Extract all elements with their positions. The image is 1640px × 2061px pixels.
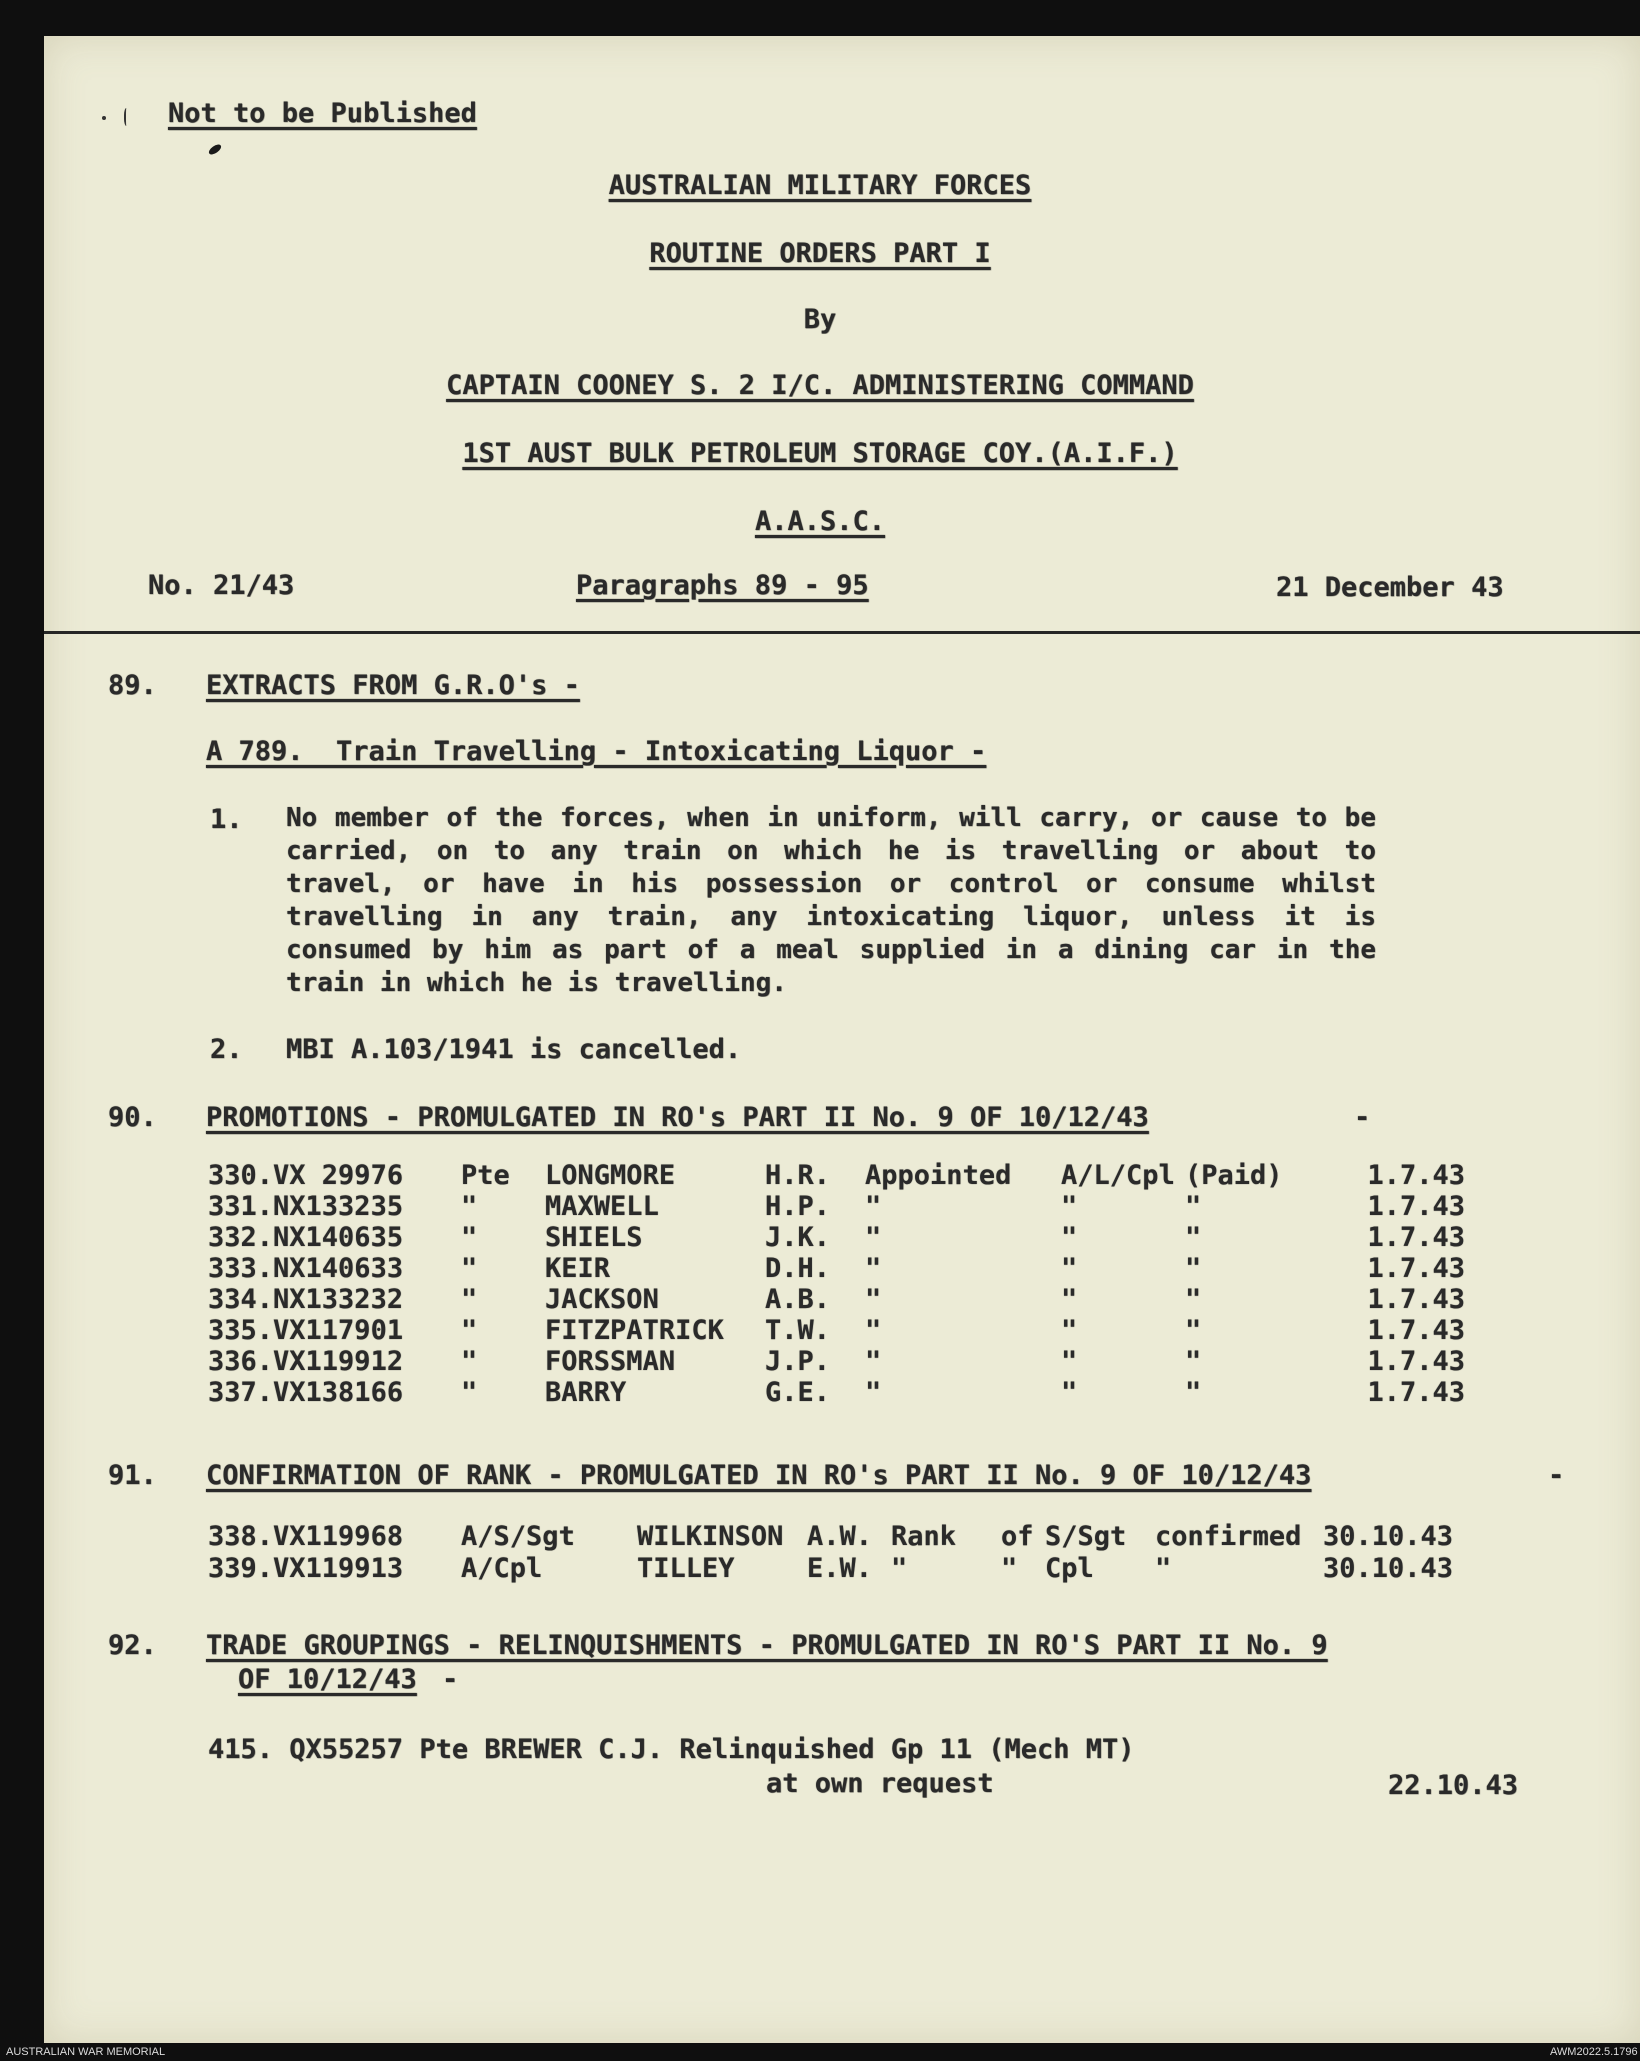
promotion-row-cell: (Paid) bbox=[1185, 1160, 1283, 1191]
promotion-row bbox=[208, 1191, 1465, 1222]
promotion-row-cell: 330. bbox=[208, 1160, 274, 1191]
promotion-row-cell: J.P. bbox=[765, 1346, 831, 1377]
confirmation-row-cell: 30.10.43 bbox=[1322, 1553, 1454, 1584]
promotion-row-cell: FORSSMAN bbox=[545, 1346, 676, 1377]
promotion-row-cell: " bbox=[1061, 1315, 1078, 1346]
confirmation-row-cell: " bbox=[1001, 1553, 1018, 1584]
promotion-row-cell: VX 29976 bbox=[273, 1160, 404, 1191]
title-by: By bbox=[803, 304, 837, 335]
promotion-row-cell: A/L/Cpl bbox=[1061, 1160, 1175, 1191]
confirmation-row-cell: VX119968 bbox=[273, 1521, 404, 1552]
promotion-row-cell: 1.7.43 bbox=[1367, 1346, 1466, 1377]
title-corps: A.A.S.C. bbox=[754, 506, 886, 537]
promotion-row-cell: 1.7.43 bbox=[1367, 1222, 1466, 1253]
para-91-heading: CONFIRMATION OF RANK - PROMULGATED IN RO's PART II No. 9 OF 10/12/43 bbox=[206, 1460, 1312, 1491]
promotion-row-cell: VX138166 bbox=[273, 1377, 404, 1408]
confirmation-row-cell: confirmed bbox=[1155, 1521, 1302, 1552]
promotion-row-cell: 1.7.43 bbox=[1367, 1160, 1466, 1191]
confirmation-table bbox=[208, 1520, 1453, 1584]
promotion-row-cell: Appointed bbox=[865, 1160, 1012, 1191]
promotion-row-cell: " bbox=[461, 1253, 478, 1284]
promotion-row-cell: NX140635 bbox=[273, 1222, 404, 1253]
footer-accession: AWM2022.5.1796 bbox=[1550, 2046, 1638, 2058]
promotion-row-cell: 334. bbox=[208, 1284, 274, 1315]
promotion-row-cell: H.R. bbox=[765, 1160, 831, 1191]
confirmation-row-cell: WILKINSON bbox=[637, 1521, 784, 1552]
promotion-row-cell: A.B. bbox=[765, 1284, 831, 1315]
confirmation-row-cell: S/Sgt bbox=[1045, 1521, 1127, 1552]
promotion-row bbox=[208, 1377, 1465, 1408]
confirmation-row-cell: Cpl bbox=[1045, 1553, 1094, 1584]
promotion-row-cell: MAXWELL bbox=[545, 1191, 659, 1222]
promotion-row-cell: G.E. bbox=[765, 1377, 831, 1408]
promotion-row-cell: " bbox=[865, 1315, 882, 1346]
confirmation-row-cell: 339. bbox=[208, 1553, 274, 1584]
promotion-row-cell: 336. bbox=[208, 1346, 274, 1377]
title-commander: CAPTAIN COONEY S. 2 I/C. ADMINISTERING COMMAND bbox=[446, 370, 1194, 401]
promotion-row-cell: " bbox=[1061, 1222, 1078, 1253]
promotion-row-cell: NX133232 bbox=[273, 1284, 404, 1315]
para-89-subheading: A 789. Train Travelling - Intoxicating Liquor - bbox=[206, 736, 987, 767]
para-92-entry-date: 22.10.43 bbox=[1388, 1770, 1519, 1801]
promotion-row-cell: " bbox=[865, 1284, 882, 1315]
para-89-item-1-number: 1. bbox=[210, 804, 243, 835]
confirmation-row-cell: Rank bbox=[891, 1521, 957, 1552]
ink-dot bbox=[102, 116, 106, 120]
confirmation-row-cell: TILLEY bbox=[637, 1553, 735, 1584]
promotion-row-cell: " bbox=[1185, 1346, 1202, 1377]
promotion-row-cell: " bbox=[461, 1284, 478, 1315]
promotion-row bbox=[208, 1346, 1465, 1377]
promotion-row-cell: " bbox=[865, 1346, 882, 1377]
promotion-row-cell: J.K. bbox=[765, 1222, 831, 1253]
promotion-row-cell: 331. bbox=[208, 1191, 274, 1222]
promotion-row-cell: " bbox=[865, 1222, 882, 1253]
para-89-item-2-number: 2. bbox=[210, 1034, 243, 1065]
promotion-row-cell: " bbox=[1061, 1346, 1078, 1377]
promotion-row-cell: 335. bbox=[208, 1315, 274, 1346]
promotion-row-cell: LONGMORE bbox=[545, 1160, 676, 1191]
confirmation-row-cell: of bbox=[1001, 1521, 1034, 1552]
promotion-row-cell: " bbox=[1185, 1191, 1202, 1222]
promotion-row-cell: " bbox=[865, 1191, 882, 1222]
confirmation-row-cell: " bbox=[891, 1553, 908, 1584]
promotion-row bbox=[208, 1253, 1465, 1284]
confirmation-row-cell: A/S/Sgt bbox=[461, 1521, 575, 1552]
promotion-row bbox=[208, 1315, 1465, 1346]
promotion-row-cell: VX117901 bbox=[273, 1315, 404, 1346]
confirmation-row bbox=[208, 1552, 1453, 1584]
para-89-item-2-text: MBI A.103/1941 is cancelled. bbox=[286, 1034, 742, 1065]
promotion-row-cell: H.P. bbox=[765, 1191, 831, 1222]
promotion-row-cell: NX133235 bbox=[273, 1191, 404, 1222]
pencil-mark bbox=[124, 108, 130, 126]
promotion-row-cell: SHIELS bbox=[545, 1222, 643, 1253]
promotion-row-cell: " bbox=[1061, 1253, 1078, 1284]
promotion-row-cell: " bbox=[1061, 1377, 1078, 1408]
promotion-row-cell: 1.7.43 bbox=[1367, 1191, 1466, 1222]
promotion-row-cell: BARRY bbox=[545, 1377, 627, 1408]
para-89-heading: EXTRACTS FROM G.R.O's - bbox=[206, 670, 580, 701]
promotion-row-cell: KEIR bbox=[545, 1253, 611, 1284]
confirmation-row-cell: E.W. bbox=[807, 1553, 873, 1584]
promotion-row-cell: FITZPATRICK bbox=[545, 1315, 724, 1346]
promotion-row-cell: 1.7.43 bbox=[1367, 1377, 1466, 1408]
promotion-row-cell: JACKSON bbox=[545, 1284, 659, 1315]
promotion-row-cell: 332. bbox=[208, 1222, 274, 1253]
promotion-row bbox=[208, 1284, 1465, 1315]
confirmation-row-cell: 30.10.43 bbox=[1322, 1521, 1454, 1552]
promotion-row-cell: " bbox=[461, 1222, 478, 1253]
title-forces: AUSTRALIAN MILITARY FORCES bbox=[608, 170, 1032, 201]
confirmation-row-cell: A.W. bbox=[807, 1521, 873, 1552]
promotion-row-cell: " bbox=[461, 1346, 478, 1377]
promotion-row-cell: " bbox=[865, 1377, 882, 1408]
restriction-note: Not to be Published bbox=[168, 98, 477, 129]
promotion-row-cell: " bbox=[461, 1315, 478, 1346]
promotion-row-cell: " bbox=[461, 1191, 478, 1222]
promotion-row bbox=[208, 1222, 1465, 1253]
footer-archive: AUSTRALIAN WAR MEMORIAL bbox=[6, 2046, 166, 2058]
title-orders: ROUTINE ORDERS PART I bbox=[649, 238, 991, 269]
confirmation-row-cell: 338. bbox=[208, 1521, 274, 1552]
promotion-row-cell: 333. bbox=[208, 1253, 274, 1284]
order-date: 21 December 43 bbox=[1276, 572, 1504, 603]
paragraph-range: Paragraphs 89 - 95 bbox=[576, 570, 869, 601]
promotion-row-cell: " bbox=[1061, 1191, 1078, 1222]
para-92-number: 92. bbox=[108, 1630, 157, 1661]
para-92-entry: 415. QX55257 Pte BREWER C.J. Relinquished Gp 11 (Mech MT) bbox=[208, 1734, 1135, 1765]
promotion-row-cell: VX119912 bbox=[273, 1346, 404, 1377]
para-91-dash: - bbox=[1548, 1460, 1565, 1491]
promotion-row-cell: 337. bbox=[208, 1377, 274, 1408]
promotion-row-cell: T.W. bbox=[765, 1315, 831, 1346]
promotion-row-cell: 1.7.43 bbox=[1367, 1315, 1466, 1346]
para-89-item-1-text: No member of the forces, when in uniform, will carry, or cause to be carried, on to any train on which he is travelling or about to travel, or have in his possession or control or consume whilst travelling in any train, any intoxicating liquor, unless it is consumed by him as part of a meal supplied in a dining car in the train in which he is travelling. bbox=[286, 803, 1376, 998]
para-92-entry-note: at own request bbox=[766, 1768, 994, 1799]
promotion-row-cell: 1.7.43 bbox=[1367, 1284, 1466, 1315]
promotion-row-cell: " bbox=[1185, 1253, 1202, 1284]
header-rule bbox=[44, 631, 1640, 634]
confirmation-row bbox=[208, 1520, 1453, 1552]
para-92-dash: - bbox=[442, 1664, 459, 1695]
promotion-row bbox=[208, 1160, 1465, 1191]
promotion-row-cell: " bbox=[865, 1253, 882, 1284]
promotions-table bbox=[208, 1160, 1465, 1408]
para-90-number: 90. bbox=[108, 1102, 157, 1133]
para-91-number: 91. bbox=[108, 1460, 157, 1491]
promotion-row-cell: " bbox=[1185, 1284, 1202, 1315]
para-90-heading: PROMOTIONS - PROMULGATED IN RO's PART II No. 9 OF 10/12/43 bbox=[206, 1102, 1149, 1133]
promotion-row-cell: " bbox=[1185, 1377, 1202, 1408]
promotion-row-cell: Pte bbox=[461, 1160, 510, 1191]
confirmation-row-cell: " bbox=[1155, 1553, 1172, 1584]
promotion-row-cell: " bbox=[1061, 1284, 1078, 1315]
para-90-dash: - bbox=[1354, 1102, 1371, 1133]
confirmation-row-cell: A/Cpl bbox=[461, 1553, 543, 1584]
promotion-row-cell: D.H. bbox=[765, 1253, 831, 1284]
promotion-row-cell: " bbox=[1185, 1222, 1202, 1253]
promotion-row-cell: " bbox=[461, 1377, 478, 1408]
promotion-row-cell: 1.7.43 bbox=[1367, 1253, 1466, 1284]
promotion-row-cell: NX140633 bbox=[273, 1253, 404, 1284]
title-unit: 1ST AUST BULK PETROLEUM STORAGE COY.(A.I.F.) bbox=[462, 438, 1178, 469]
para-92-heading-line-2: OF 10/12/43 bbox=[238, 1664, 417, 1695]
order-number: No. 21/43 bbox=[148, 570, 295, 601]
confirmation-row-cell: VX119913 bbox=[273, 1553, 404, 1584]
para-89-number: 89. bbox=[108, 670, 157, 701]
para-92-heading-line-1: TRADE GROUPINGS - RELINQUISHMENTS - PROMULGATED IN RO'S PART II No. 9 bbox=[206, 1630, 1328, 1661]
promotion-row-cell: " bbox=[1185, 1315, 1202, 1346]
